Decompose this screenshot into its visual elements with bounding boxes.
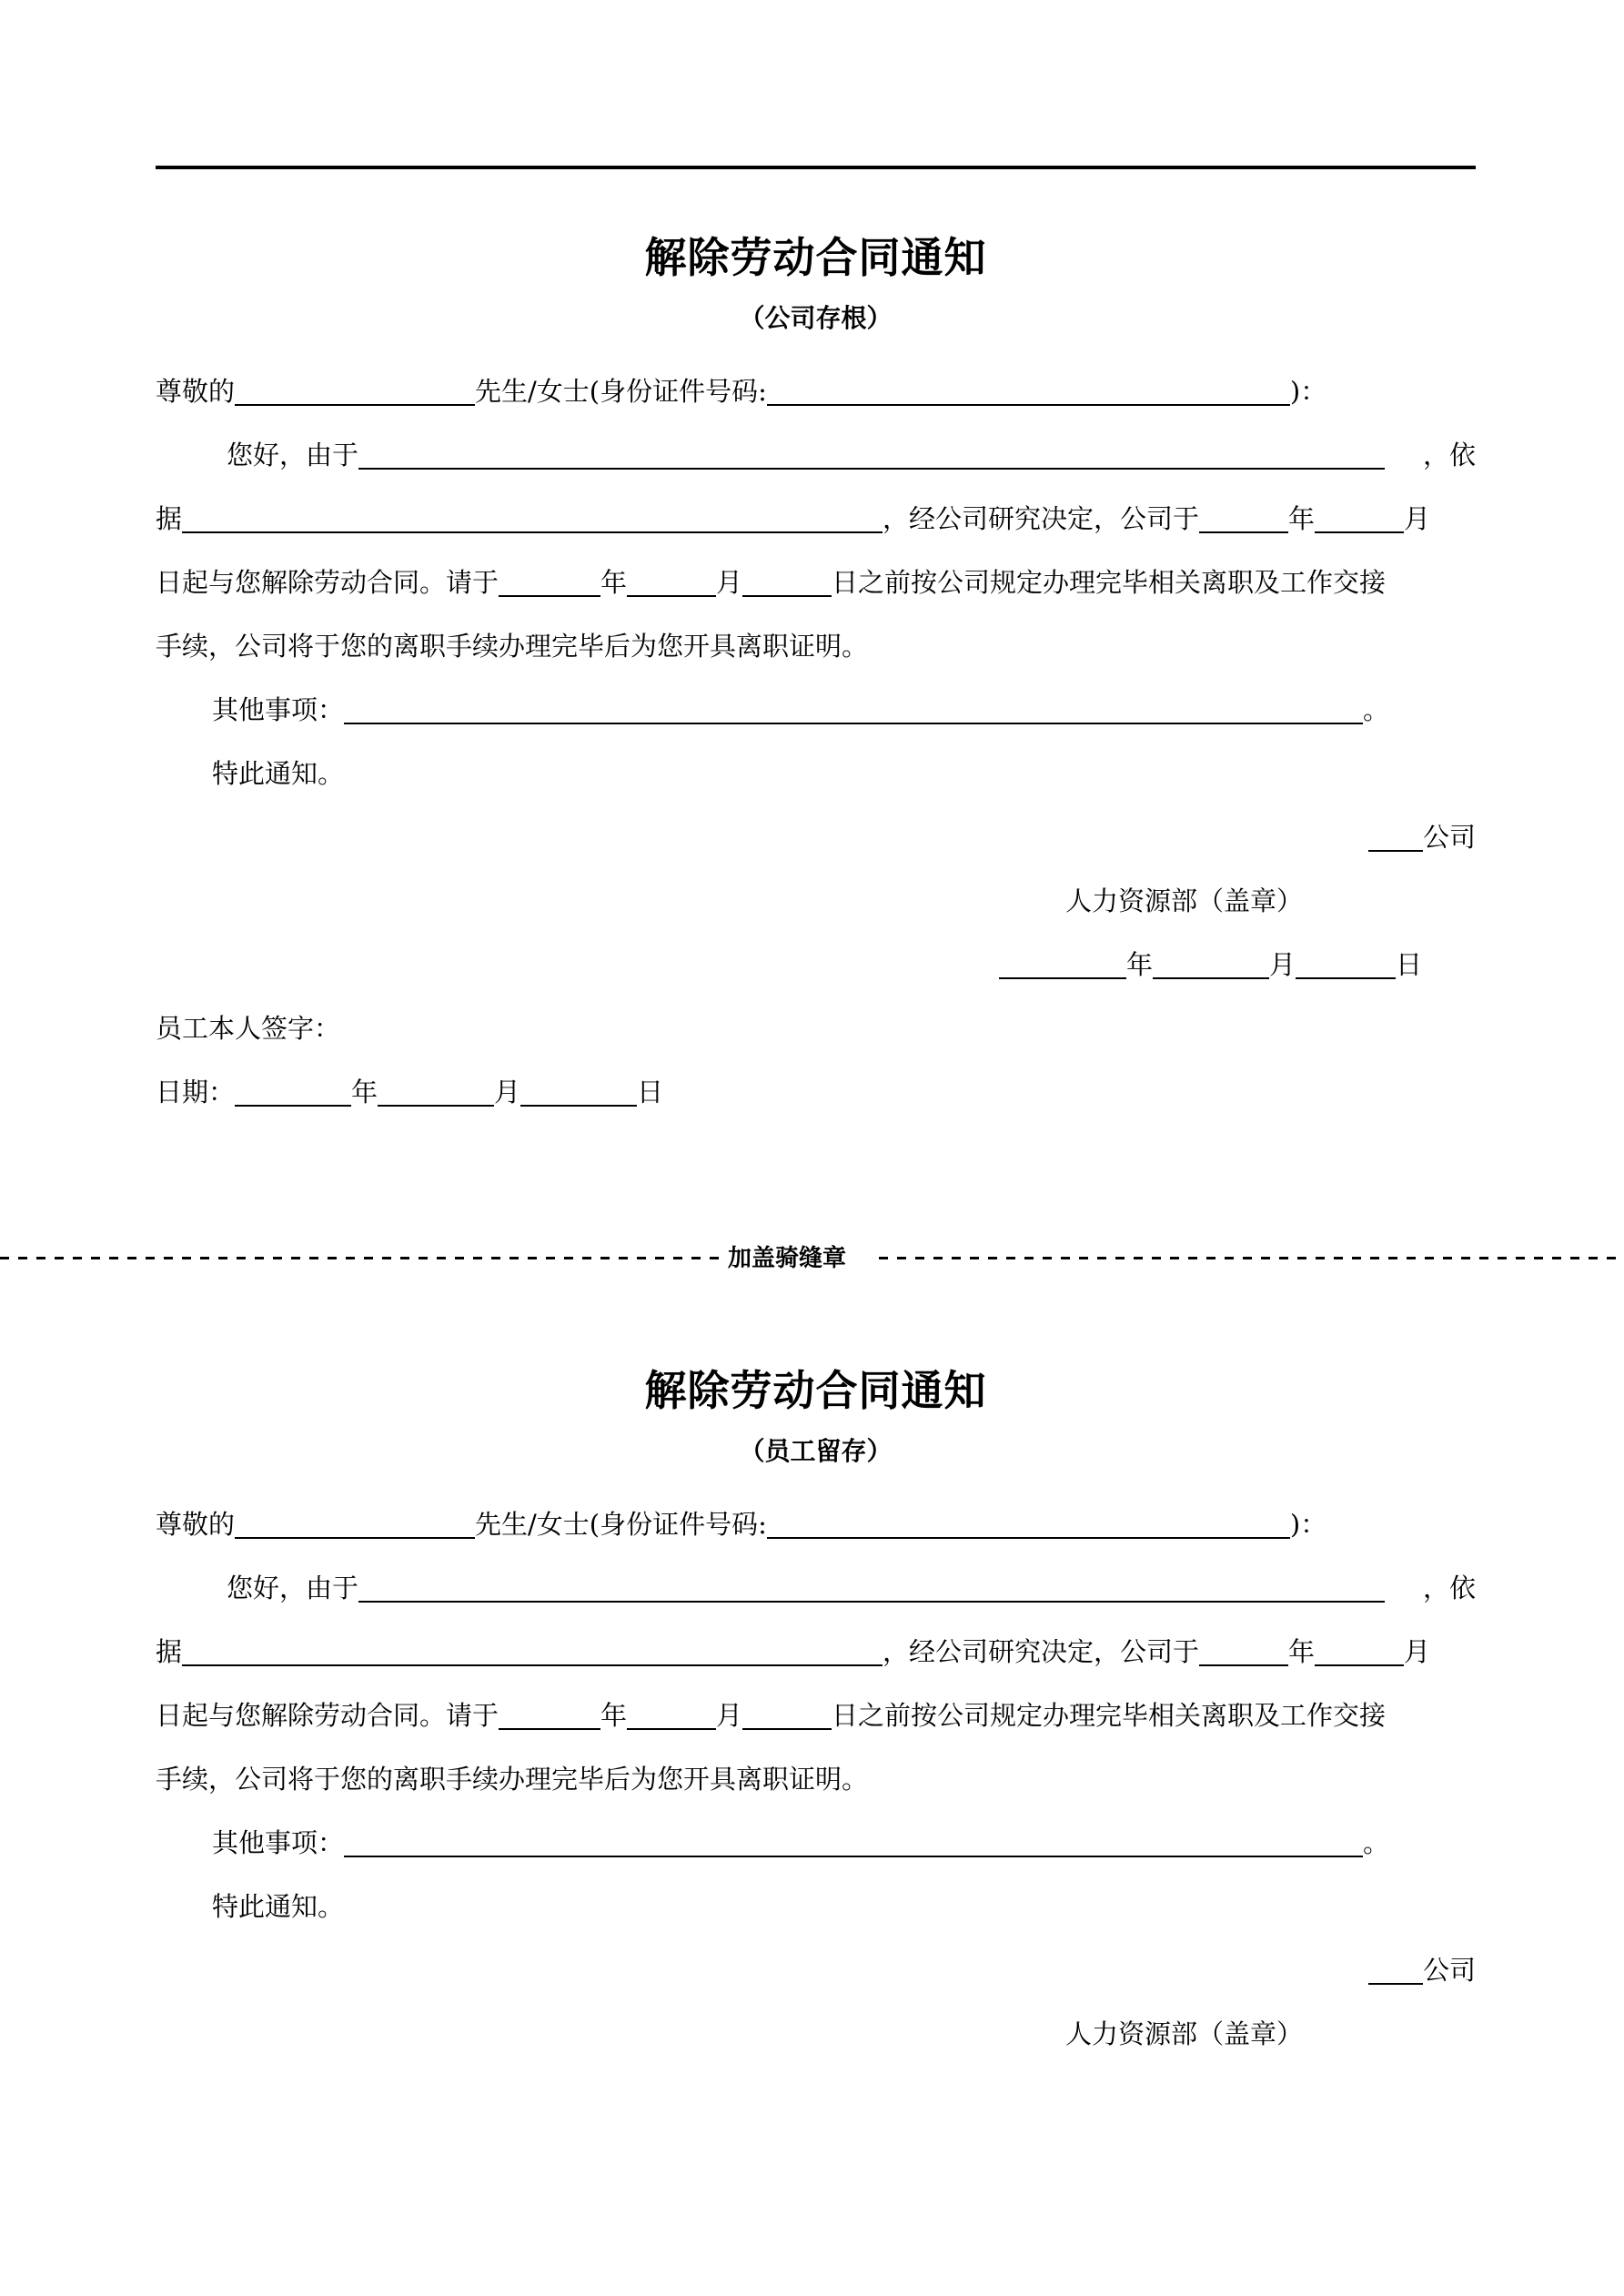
signature-day-field[interactable] [520,1077,637,1107]
basis-field[interactable] [182,504,883,533]
id-number-field[interactable] [767,1510,1290,1539]
deadline-day-field[interactable] [742,568,832,597]
certificate-line: 手续，公司将于您的离职手续办理完毕后为您开具离职证明。 [156,631,869,662]
header-rule [156,166,1476,169]
id-number-field[interactable] [767,377,1290,406]
deadline-line: 日起与您解除劳动合同。请于 年 月 日之前按公司规定办理完毕相关离职及工作交接 [156,1700,1387,1731]
closing-line: 特此通知。 [212,758,345,789]
company-name-field[interactable] [1368,823,1423,852]
termination-year-field[interactable] [1199,1637,1288,1666]
seam-stamp-label: 加盖骑缝章 [728,1245,847,1272]
basis-field[interactable] [182,1637,883,1666]
deadline-day-field[interactable] [742,1701,832,1730]
notice-employee-copy [156,1359,1476,2052]
termination-year-field[interactable] [1199,504,1288,533]
termination-month-field[interactable] [1315,1637,1404,1666]
employee-name-field[interactable] [235,377,475,406]
employee-name-field[interactable] [235,1510,475,1539]
basis-line: 据 ，经公司研究决定，公司于 年 月 [156,1636,1431,1667]
reason-field[interactable] [358,440,1385,470]
notice-title: 解除劳动合同通知 [644,233,987,282]
other-matters-line: 其他事项： 。 [212,1827,1390,1858]
other-matters-line: 其他事项： 。 [212,694,1390,725]
company-line: 公司 [156,1952,1476,1988]
notice-subtitle: （员工留存） [739,1436,893,1466]
hr-department-line: 人力资源部（盖章） [1065,885,1304,916]
company-name-field[interactable] [1368,1956,1423,1985]
cut-line-left [0,1257,719,1259]
signature-month-field[interactable] [378,1077,494,1107]
closing-line: 特此通知。 [212,1891,345,1922]
certificate-line: 手续，公司将于您的离职手续办理完毕后为您开具离职证明。 [156,1764,869,1795]
greeting-line: 您好，由于 ，依 [227,440,1476,470]
hr-department-line: 人力资源部（盖章） [1065,2018,1304,2049]
reason-field[interactable] [358,1573,1385,1603]
deadline-year-field[interactable] [499,568,600,597]
salutation-line: 尊敬的 先生/女士(身份证件号码: )： [156,376,1327,407]
issue-month-field[interactable] [1153,950,1269,979]
issue-year-field[interactable] [999,950,1126,979]
signature-year-field[interactable] [235,1077,351,1107]
greeting-line: 您好，由于 ，依 [227,1573,1476,1603]
signature-date-line: 日期： 年 月 日 [156,1077,664,1108]
notice-company-stub [156,226,1476,1110]
deadline-year-field[interactable] [499,1701,600,1730]
deadline-month-field[interactable] [627,1701,716,1730]
termination-month-field[interactable] [1315,504,1404,533]
other-matters-field[interactable] [344,1828,1363,1857]
notice-title: 解除劳动合同通知 [644,1366,987,1415]
other-matters-field[interactable] [344,695,1363,724]
cut-line-right [879,1257,1624,1259]
company-line: 公司 [156,819,1476,855]
deadline-line: 日起与您解除劳动合同。请于 年 月 日之前按公司规定办理完毕相关离职及工作交接 [156,567,1387,598]
issue-day-field[interactable] [1296,950,1396,979]
notice-subtitle: （公司存根） [739,303,893,333]
salutation-line: 尊敬的 先生/女士(身份证件号码: )： [156,1509,1327,1540]
employee-signature-line: 员工本人签字： [156,1013,341,1044]
seam-stamp-divider [0,1245,1624,1272]
issue-date-line: 年 月 日 [156,946,1476,983]
deadline-month-field[interactable] [627,568,716,597]
basis-line: 据 ，经公司研究决定，公司于 年 月 [156,503,1431,534]
